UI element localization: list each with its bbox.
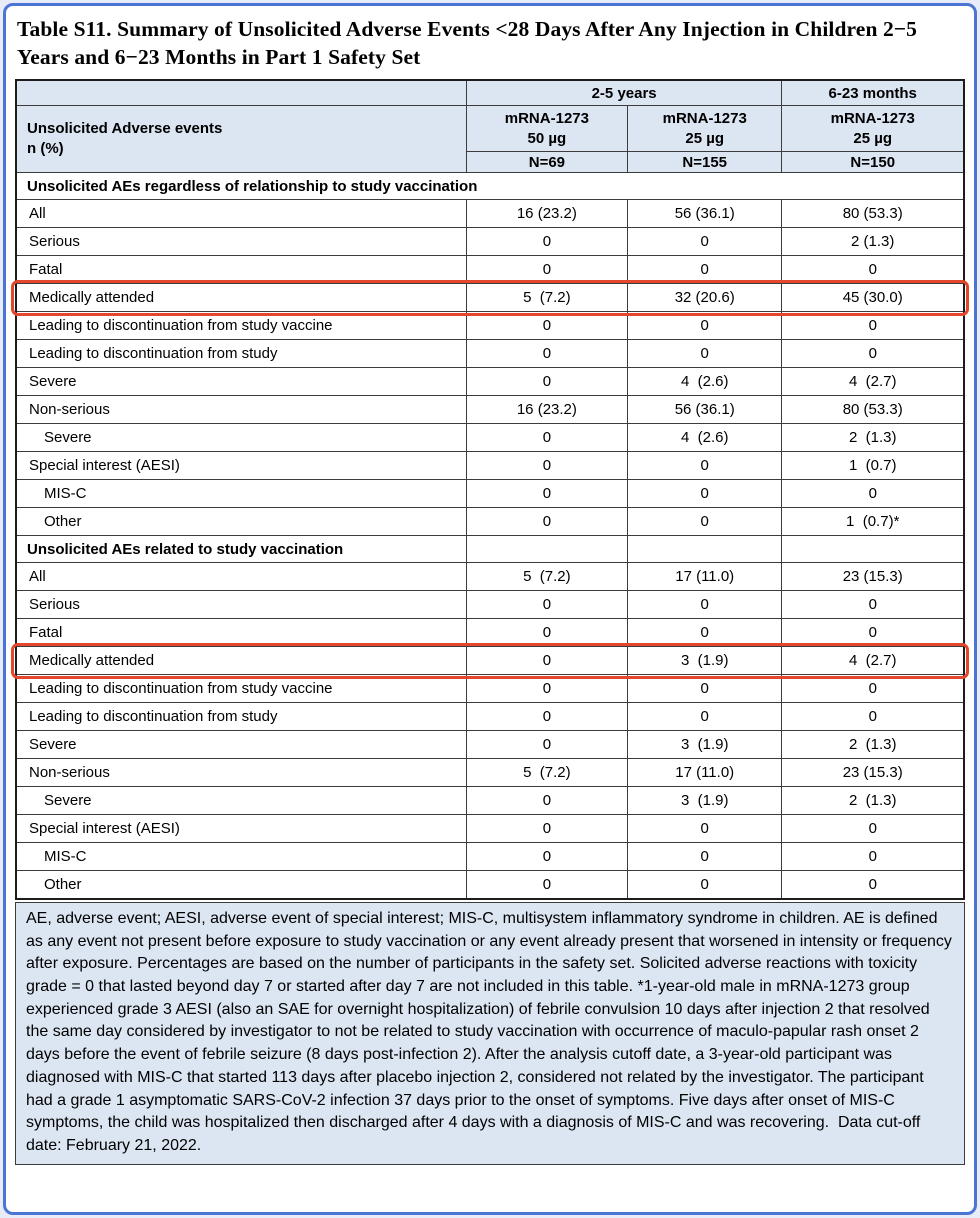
table-row — [16, 703, 964, 731]
value-cell: 0 — [782, 871, 964, 899]
value-cell: 4 (2.7) — [782, 647, 964, 675]
value-cell: 0 — [627, 815, 782, 843]
col-group-6-23-months: 6-23 months — [782, 80, 964, 106]
row-label: MIS-C — [16, 843, 466, 871]
table-title: Table S11. Summary of Unsolicited Adverse Events <28 Days After Any Injection in Children 2−5 Years and 6−23 Months in Part 1 Safety Set — [17, 17, 918, 69]
value-cell: 0 — [466, 228, 627, 256]
dose-label: 25 µg — [685, 129, 725, 147]
value-cell: 0 — [627, 591, 782, 619]
value-cell: 0 — [782, 340, 964, 368]
value-cell: 2 (1.3) — [782, 731, 964, 759]
row-label: Other — [16, 508, 466, 536]
value-cell: 4 (2.6) — [627, 424, 782, 452]
value-cell: 1 (0.7) — [782, 452, 964, 480]
value-cell: 0 — [627, 452, 782, 480]
table-row — [16, 312, 964, 340]
value-cell: 0 — [782, 256, 964, 284]
row-header-line2: n (%) — [27, 140, 64, 158]
value-cell: 56 (36.1) — [627, 396, 782, 424]
value-cell: 0 — [466, 480, 627, 508]
empty-cell — [782, 536, 964, 563]
table-row — [16, 452, 964, 480]
value-cell: 45 (30.0) — [782, 284, 964, 312]
value-cell: 0 — [782, 312, 964, 340]
table-row — [16, 284, 964, 312]
section-header-label: Unsolicited AEs related to study vaccination — [16, 536, 466, 563]
value-cell: 2 (1.3) — [782, 228, 964, 256]
value-cell: 0 — [466, 843, 627, 871]
row-label: Fatal — [16, 619, 466, 647]
value-cell: 0 — [466, 675, 627, 703]
value-cell: 0 — [466, 452, 627, 480]
value-cell: 0 — [627, 703, 782, 731]
value-cell: 0 — [627, 619, 782, 647]
dose-label: 25 µg — [853, 129, 893, 147]
value-cell: 0 — [782, 675, 964, 703]
value-cell: 0 — [466, 787, 627, 815]
value-cell: 17 (11.0) — [627, 759, 782, 787]
value-cell: 80 (53.3) — [782, 200, 964, 228]
table-row — [16, 340, 964, 368]
value-cell: 1 (0.7)* — [782, 508, 964, 536]
dose-label: 50 µg — [527, 129, 567, 147]
section-header-row — [16, 173, 964, 200]
col-group-2-5-years: 2-5 years — [466, 80, 782, 106]
table-row — [16, 368, 964, 396]
value-cell: 0 — [627, 228, 782, 256]
n-count: N=69 — [466, 152, 627, 173]
value-cell: 4 (2.6) — [627, 368, 782, 396]
value-cell: 23 (15.3) — [782, 563, 964, 591]
value-cell: 17 (11.0) — [627, 563, 782, 591]
row-label: Severe — [16, 731, 466, 759]
row-label: All — [16, 563, 466, 591]
table-row — [16, 787, 964, 815]
value-cell: 0 — [782, 843, 964, 871]
adverse-events-table — [15, 79, 965, 900]
value-cell: 0 — [627, 312, 782, 340]
table-row — [16, 480, 964, 508]
value-cell: 0 — [627, 843, 782, 871]
table-row — [16, 815, 964, 843]
row-label: Leading to discontinuation from study — [16, 340, 466, 368]
row-label: Leading to discontinuation from study — [16, 703, 466, 731]
row-label: Leading to discontinuation from study vaccine — [16, 312, 466, 340]
page-frame — [3, 3, 977, 1215]
value-cell: 16 (23.2) — [466, 396, 627, 424]
row-label: Medically attended — [16, 647, 466, 675]
n-count: N=155 — [627, 152, 782, 173]
empty-cell — [627, 536, 782, 563]
dose-row — [16, 106, 964, 152]
value-cell: 16 (23.2) — [466, 200, 627, 228]
value-cell: 0 — [627, 340, 782, 368]
value-cell: 0 — [466, 703, 627, 731]
value-cell: 0 — [466, 647, 627, 675]
value-cell: 0 — [627, 675, 782, 703]
value-cell: 3 (1.9) — [627, 787, 782, 815]
row-label: Serious — [16, 591, 466, 619]
section-header-label: Unsolicited AEs regardless of relationship to study vaccination — [16, 173, 964, 200]
row-label: Leading to discontinuation from study vaccine — [16, 675, 466, 703]
value-cell: 0 — [466, 256, 627, 284]
table-row — [16, 200, 964, 228]
value-cell: 5 (7.2) — [466, 284, 627, 312]
row-label: Special interest (AESI) — [16, 452, 466, 480]
product-name: mRNA-1273 — [830, 109, 915, 127]
value-cell: 0 — [466, 424, 627, 452]
product-name: mRNA-1273 — [662, 109, 747, 127]
product-name: mRNA-1273 — [504, 109, 589, 127]
value-cell: 0 — [466, 591, 627, 619]
value-cell: 32 (20.6) — [627, 284, 782, 312]
row-header-cell — [16, 106, 466, 173]
row-label: Other — [16, 871, 466, 899]
value-cell: 3 (1.9) — [627, 647, 782, 675]
value-cell: 0 — [627, 871, 782, 899]
row-label: Non-serious — [16, 396, 466, 424]
table-row — [16, 647, 964, 675]
row-label: Non-serious — [16, 759, 466, 787]
age-group-row — [16, 80, 964, 106]
column-header-mrna-50ug — [466, 106, 627, 152]
value-cell: 0 — [466, 312, 627, 340]
value-cell: 0 — [782, 815, 964, 843]
column-header-mrna-25ug-a — [627, 106, 782, 152]
table-row — [16, 759, 964, 787]
value-cell: 0 — [466, 340, 627, 368]
row-label: Special interest (AESI) — [16, 815, 466, 843]
value-cell: 2 (1.3) — [782, 787, 964, 815]
value-cell: 5 (7.2) — [466, 563, 627, 591]
column-header-mrna-25ug-b — [782, 106, 964, 152]
row-label: Severe — [16, 424, 466, 452]
value-cell: 0 — [466, 871, 627, 899]
table-row — [16, 424, 964, 452]
value-cell: 2 (1.3) — [782, 424, 964, 452]
table-row — [16, 396, 964, 424]
value-cell: 0 — [627, 480, 782, 508]
row-label: Fatal — [16, 256, 466, 284]
table-row — [16, 256, 964, 284]
section-header-row — [16, 536, 964, 563]
row-label: All — [16, 200, 466, 228]
value-cell: 0 — [627, 508, 782, 536]
table-row — [16, 731, 964, 759]
value-cell: 80 (53.3) — [782, 396, 964, 424]
table-row — [16, 871, 964, 899]
row-label: Severe — [16, 368, 466, 396]
value-cell: 0 — [782, 480, 964, 508]
value-cell: 4 (2.7) — [782, 368, 964, 396]
value-cell: 56 (36.1) — [627, 200, 782, 228]
value-cell: 5 (7.2) — [466, 759, 627, 787]
table-body — [16, 173, 964, 899]
value-cell: 0 — [782, 703, 964, 731]
value-cell: 0 — [782, 619, 964, 647]
row-header-line1: Unsolicited Adverse events — [27, 120, 223, 138]
value-cell: 3 (1.9) — [627, 731, 782, 759]
corner-cell — [16, 80, 466, 106]
value-cell: 0 — [627, 256, 782, 284]
table-row — [16, 508, 964, 536]
value-cell: 0 — [466, 368, 627, 396]
value-cell: 0 — [782, 591, 964, 619]
empty-cell — [466, 536, 627, 563]
row-label: MIS-C — [16, 480, 466, 508]
value-cell: 0 — [466, 815, 627, 843]
footnote-text: AE, adverse event; AESI, adverse event of special interest; MIS-C, multisystem inflammatory syndrome in children. AE is defined as any event not present before exposure to study vaccination or any event already present that worsened in intensity or frequency after exposure. Percentages are based on the number of participants in the safety set. Solicited adverse reactions with toxicity grade = 0 that lasted beyond day 7 or started after day 7 are not included in this table. *1-year-old male in mRNA-1273 group experienced grade 3 AESI (also an SAE for overnight hospitalization) of febrile convulsion 10 days after injection 2 that resolved the same day considered by investigator to not be related to study vaccination with occurrence of maculo-papular rash onset 2 days before the event of febrile seizure (8 days post-infection 2). After the analysis cutoff date, a 3-year-old participant was diagnosed with MIS-C that started 113 days after placebo injection 2, considered not related by the investigator. The participant had a grade 1 asymptomatic SARS-CoV-2 infection 37 days prior to the onset of symptoms. Five days after onset of MIS-C symptoms, the child was hospitalized then discharged after 4 days with a diagnosis of MIS-C and was recovering. Data cut-off date: February 21, 2022. — [15, 902, 965, 1165]
table-row — [16, 675, 964, 703]
row-label: Serious — [16, 228, 466, 256]
table-row — [16, 619, 964, 647]
table-row — [16, 591, 964, 619]
table-row — [16, 563, 964, 591]
row-label: Severe — [16, 787, 466, 815]
value-cell: 0 — [466, 731, 627, 759]
table-row — [16, 228, 964, 256]
value-cell: 0 — [466, 619, 627, 647]
value-cell: 23 (15.3) — [782, 759, 964, 787]
table-row — [16, 843, 964, 871]
value-cell: 0 — [466, 508, 627, 536]
n-count: N=150 — [782, 152, 964, 173]
row-label: Medically attended — [16, 284, 466, 312]
